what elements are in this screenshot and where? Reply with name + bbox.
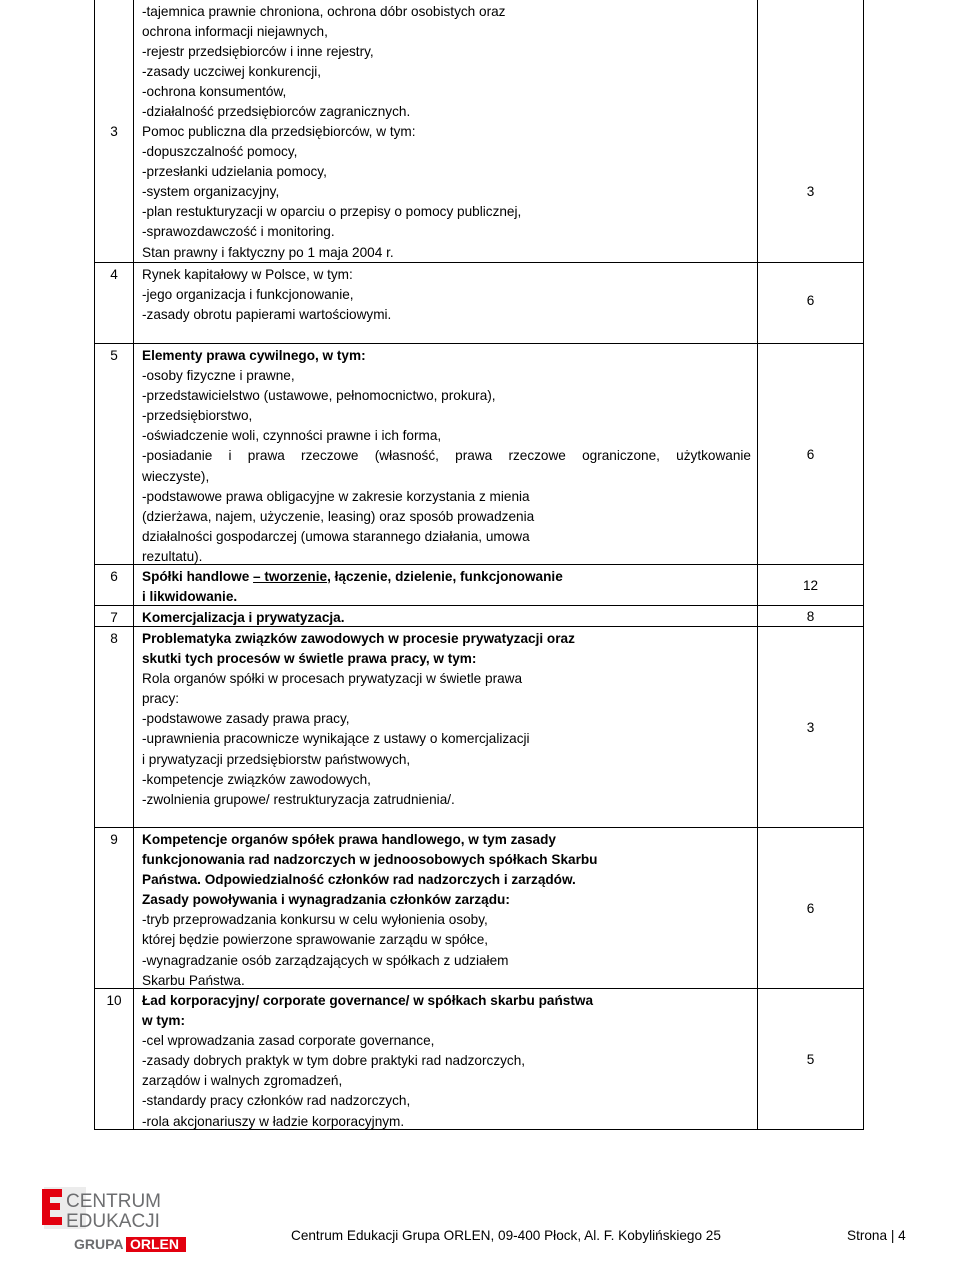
content-line: wieczyste), — [142, 468, 210, 484]
row-number — [95, 0, 133, 120]
content-line: -plan restukturyzacji w oparciu o przepisy o pomocy publicznej, — [142, 204, 522, 220]
content-line: Rola organów spółki w procesach prywatyzacji w świetle prawa — [142, 671, 523, 687]
content-line: skutki tych procesów w świetle prawa pracy, w tym: — [142, 651, 477, 667]
row-content — [133, 627, 757, 827]
content-line — [142, 567, 751, 587]
content-line: -wynagradzanie osób zarządzających w spółkach z udziałem — [142, 952, 509, 968]
row-number: 10 — [106, 993, 122, 1008]
content-line: działalności gospodarczej (umowa starannego działania, umowa — [142, 528, 530, 544]
title-part: , łączenie, dzielenie, funkcjonowanie — [327, 569, 563, 584]
content-line: funkcjonowania rad nadzorczych w jednoosobowych spółkach Skarbu — [142, 852, 598, 868]
row-number: 7 — [110, 610, 118, 625]
content-line: Państwa. Odpowiedzialność członków rad nadzorczych i zarządów. — [142, 872, 576, 888]
content-line: -kompetencje związków zawodowych, — [142, 771, 371, 787]
row-content — [133, 0, 757, 120]
content-line: -osoby fizyczne i prawne, — [142, 368, 295, 384]
row-content — [133, 606, 757, 626]
program-table — [94, 0, 864, 1130]
footer-address: Centrum Edukacji Grupa ORLEN, 09-400 Płock, Al. F. Kobylińskiego 25 — [291, 1228, 721, 1243]
content-line: -posiadanie i prawa rzeczowe (własność, prawa rzeczowe ograniczone, użytkowanie — [142, 448, 751, 464]
table-row — [95, 988, 863, 1129]
logo-orlen: ORLEN — [130, 1236, 179, 1252]
content-line: (dzierżawa, najem, użyczenie, leasing) oraz sposób prowadzenia — [142, 508, 535, 524]
content-line: -rejestr przedsiębiorców i inne rejestry, — [142, 44, 374, 60]
content-line: Kompetencje organów spółek prawa handlowego, w tym zasady — [142, 832, 556, 847]
content-line: -zwolnienia grupowe/ restrukturyzacja zatrudnienia/. — [142, 791, 455, 807]
content-line: zarządów i walnych zgromadzeń, — [142, 1073, 343, 1089]
title-part: Spółki handlowe — [142, 569, 254, 584]
row-content — [133, 263, 757, 343]
content-line: i prywatyzacji przedsiębiorstw państwowych, — [142, 751, 411, 767]
row-number: 3 — [110, 124, 118, 139]
row-hours: 12 — [757, 565, 863, 605]
content-line: -rola akcjonariuszy w ładzie korporacyjnym. — [142, 1113, 405, 1129]
row-hours: 3 — [757, 627, 863, 827]
row-number: 6 — [110, 569, 118, 584]
content-line: -uprawnienia pracownicze wynikające z ustawy o komercjalizacji — [142, 731, 530, 747]
row-hours — [757, 0, 863, 120]
content-line: -przesłanki udzielania pomocy, — [142, 164, 327, 180]
title-part: – tworzenie — [253, 569, 328, 584]
content-line: Skarbu Państwa. — [142, 972, 245, 988]
table-row — [95, 120, 863, 262]
page-number: Strona | 4 — [847, 1228, 906, 1243]
table-row — [95, 564, 863, 605]
row-content — [133, 565, 757, 605]
table-row — [95, 827, 863, 988]
content-line: -tajemnica prawnie chroniona, ochrona dóbr osobistych oraz — [142, 4, 506, 19]
content-line: -cel wprowadzania zasad corporate governance, — [142, 1033, 435, 1049]
row-content — [133, 828, 757, 988]
content-line: -dopuszczalność pomocy, — [142, 144, 298, 160]
content-line: -podstawowe zasady prawa pracy, — [142, 711, 350, 727]
content-line: -przedstawicielstwo (ustawowe, pełnomocnictwo, prokura), — [142, 388, 496, 404]
table-row — [95, 605, 863, 626]
content-line: pracy: — [142, 691, 180, 707]
table-row — [95, 343, 863, 564]
content-line: Zasady powoływania i wynagradzania członków zarządu: — [142, 892, 510, 908]
content-line: rezultatu). — [142, 548, 203, 564]
content-line: i likwidowanie. — [142, 589, 238, 605]
content-line: ochrona informacji niejawnych, — [142, 24, 328, 40]
row-hours: 8 — [757, 606, 863, 626]
content-line: -oświadczenie woli, czynności prawne i ich forma, — [142, 428, 442, 444]
content-line: Elementy prawa cywilnego, w tym: — [142, 348, 366, 363]
content-line: Rynek kapitałowy w Polsce, w tym: — [142, 267, 353, 282]
content-line: -przedsiębiorstwo, — [142, 408, 253, 424]
row-number: 5 — [110, 348, 118, 363]
logo-e-mark — [42, 1189, 62, 1225]
content-line: -podstawowe prawa obligacyjne w zakresie korzystania z mienia — [142, 488, 530, 504]
content-line: -zasady uczciwej konkurencji, — [142, 64, 322, 80]
content-line: -sprawozdawczość i monitoring. — [142, 224, 335, 240]
content-line: -system organizacyjny, — [142, 184, 280, 200]
content-line: -standardy pracy członków rad nadzorczych, — [142, 1093, 411, 1109]
table-row — [95, 0, 863, 120]
content-line: -tryb przeprowadzania konkursu w celu wyłonienia osoby, — [142, 912, 488, 928]
logo-line2: EDUKACJI — [66, 1211, 160, 1232]
centrum-edukacji-logo — [16, 1183, 196, 1253]
content-line: w tym: — [142, 1013, 186, 1029]
row-hours: 3 — [757, 120, 863, 262]
row-content — [133, 120, 757, 262]
row-number: 9 — [110, 832, 118, 847]
table-row — [95, 626, 863, 827]
logo-grupa: GRUPA — [74, 1236, 124, 1252]
content-line: -działalność przedsiębiorców zagranicznych. — [142, 104, 411, 120]
row-number: 4 — [110, 267, 118, 282]
row-hours: 6 — [757, 828, 863, 988]
row-hours: 5 — [757, 989, 863, 1129]
row-number: 8 — [110, 631, 118, 646]
content-line: -zasady obrotu papierami wartościowymi. — [142, 307, 392, 323]
row-hours: 6 — [757, 263, 863, 343]
content-line: -ochrona konsumentów, — [142, 84, 287, 100]
content-line: Ład korporacyjny/ corporate governance/ w spółkach skarbu państwa — [142, 993, 594, 1008]
content-line: Stan prawny i faktyczny po 1 maja 2004 r. — [142, 244, 394, 260]
row-hours: 6 — [757, 344, 863, 564]
row-content — [133, 344, 757, 564]
content-line: -zasady dobrych praktyk w tym dobre praktyki rad nadzorczych, — [142, 1053, 526, 1069]
logo-line1: CENTRUM — [66, 1191, 161, 1212]
content-line: Problematyka związków zawodowych w procesie prywatyzacji oraz — [142, 631, 575, 646]
content-line: której będzie powierzone sprawowanie zarządu w spółce, — [142, 932, 489, 948]
content-line: Komercjalizacja i prywatyzacja. — [142, 610, 345, 625]
content-line: -jego organizacja i funkcjonowanie, — [142, 287, 354, 303]
row-content — [133, 989, 757, 1129]
table-row — [95, 262, 863, 343]
content-line: Pomoc publiczna dla przedsiębiorców, w tym: — [142, 124, 416, 139]
